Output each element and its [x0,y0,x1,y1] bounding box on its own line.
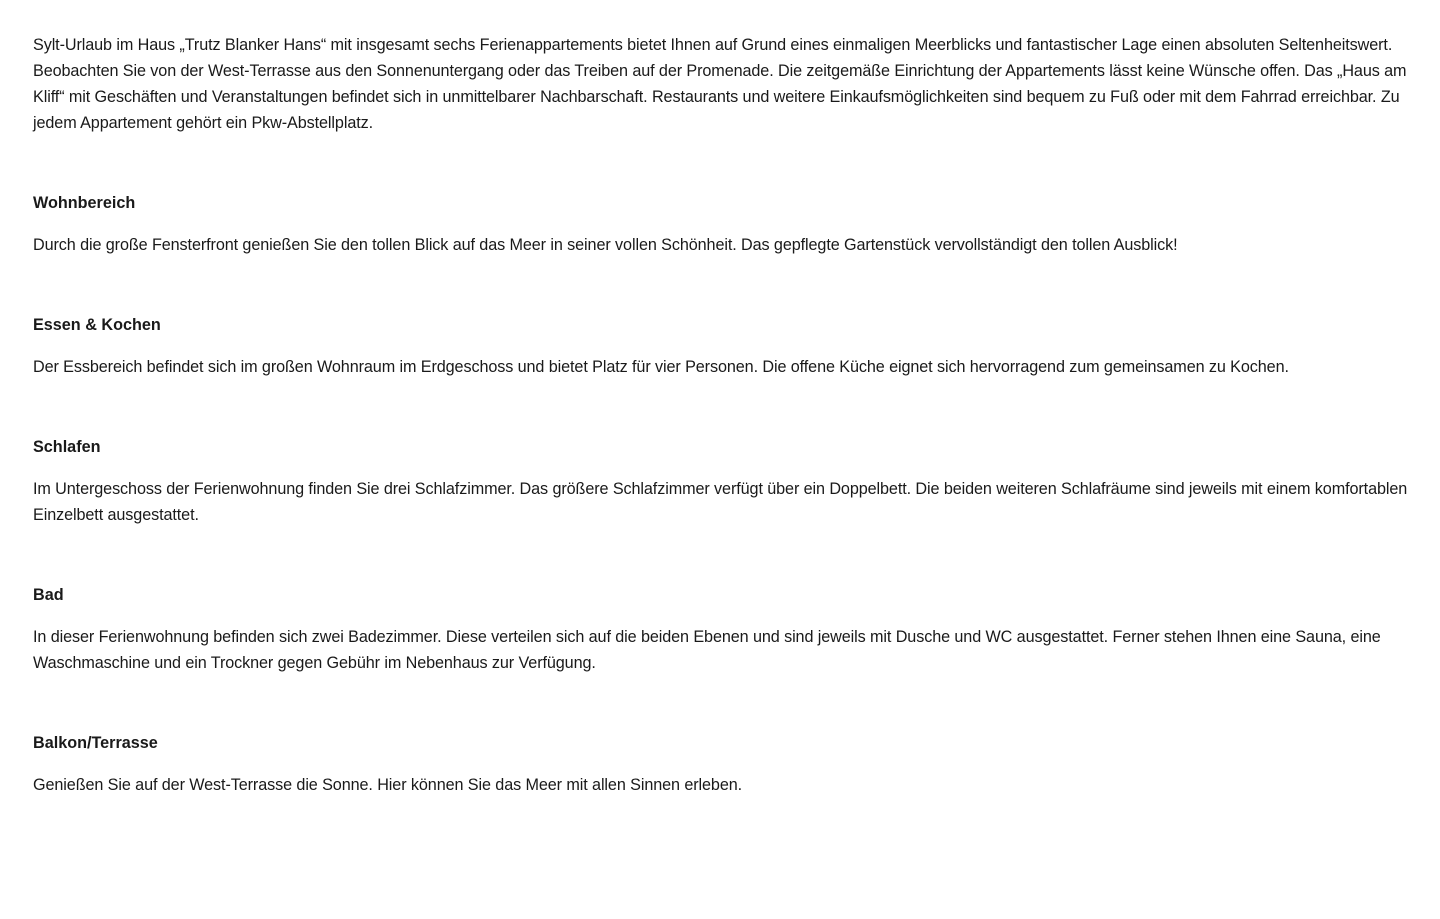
section-text-wohnbereich: Durch die große Fensterfront genießen Sie den tollen Blick auf das Meer in seiner vollen Schönheit. Das gepflegte Gartenstück vervollständigt den tollen Ausblick! [33,236,1178,254]
section-heading-schlafen: Schlafen [33,438,101,456]
section-text-essen-kochen: Der Essbereich befindet sich im großen Wohnraum im Erdgeschoss und bietet Platz für vier Personen. Die offene Küche eignet sich hervorragend zum gemeinsamen zu Kochen. [33,358,1289,376]
section-bad [33,583,1408,676]
section-text-balkon-terrasse: Genießen Sie auf der West-Terrasse die Sonne. Hier können Sie das Meer mit allen Sinnen erleben. [33,776,743,794]
section-heading-balkon-terrasse: Balkon/Terrasse [33,734,158,752]
section-wohnbereich [33,191,1408,258]
section-heading-essen-kochen: Essen & Kochen [33,316,161,334]
section-text-schlafen: Im Untergeschoss der Ferienwohnung finden Sie drei Schlafzimmer. Das größere Schlafzimmer verfügt über ein Doppelbett. Die beiden weiteren Schlafräume sind jeweils mit einem komfortablen Einzelbett ausgestattet. [33,480,1408,524]
section-schlafen [33,435,1408,528]
intro-paragraph: Sylt-Urlaub im Haus „Trutz Blanker Hans“ mit insgesamt sechs Ferienappartements bietet Ihnen auf Grund eines einmaligen Meerblicks und fantastischer Lage einen absoluten Seltenheitswert. Beobachten Sie von der West-Terrasse aus den Sonnenuntergang oder das Treiben auf der Promenade. Die zeitgemäße Einrichtung der Appartements lässt keine Wünsche offen. Das „Haus am Kliff“ mit Geschäften und Veranstaltungen befindet sich in unmittelbarer Nachbarschaft. Restaurants und weitere Einkaufsmöglichkeiten sind bequem zu Fuß oder mit dem Fahrrad erreichbar. Zu jedem Appartement gehört ein Pkw-Abstellplatz. [33,36,1407,132]
section-essen-kochen [33,313,1408,380]
section-text-bad: In dieser Ferienwohnung befinden sich zwei Badezimmer. Diese verteilen sich auf die beiden Ebenen und sind jeweils mit Dusche und WC ausgestattet. Ferner stehen Ihnen eine Sauna, eine Waschmaschine und ein Trockner gegen Gebühr im Nebenhaus zur Verfügung. [33,628,1381,672]
section-heading-bad: Bad [33,586,64,604]
section-balkon-terrasse [33,731,1408,798]
section-heading-wohnbereich: Wohnbereich [33,194,136,212]
description-content [33,32,1408,798]
